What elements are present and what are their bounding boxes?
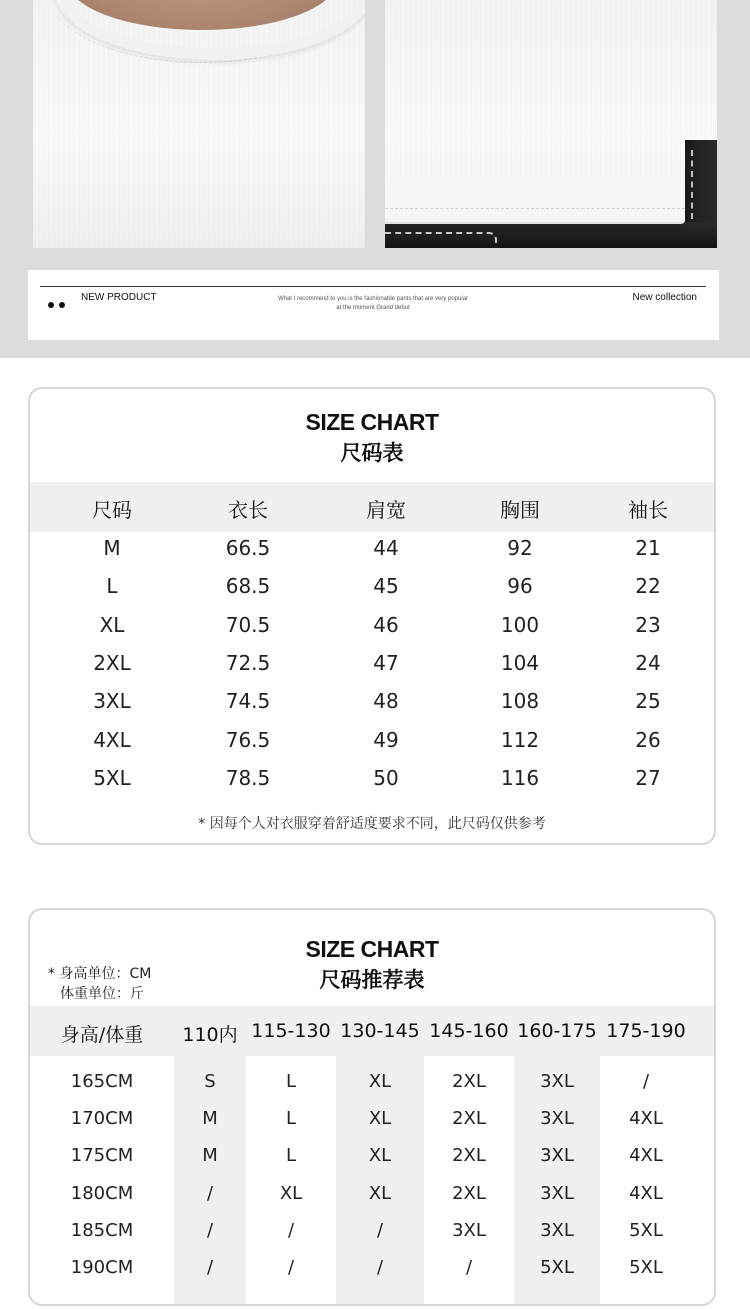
table-cell: / — [287, 1219, 295, 1241]
jeans-stitch — [385, 232, 497, 246]
table-cell: 22 — [635, 574, 661, 599]
table-cell: 2XL — [452, 1145, 486, 1167]
banner-tagline-line1: What I recommend to you is the fashionable pants that are very popular — [277, 296, 469, 302]
table-cell: 96 — [507, 574, 533, 599]
collar-detail-photo — [33, 0, 365, 248]
size-label: L — [106, 574, 118, 599]
table-cell: 2XL — [452, 1108, 486, 1130]
table-cell: 5XL — [629, 1257, 663, 1278]
height-label: 180CM — [70, 1182, 134, 1204]
table-cell: 3XL — [540, 1071, 574, 1092]
table-cell: / — [376, 1219, 384, 1241]
table-cell: 26 — [635, 727, 661, 752]
size-label: XL — [99, 612, 125, 637]
banner-left-label: NEW PRODUCT — [81, 292, 157, 303]
table-cell: L — [285, 1108, 297, 1130]
table-cell: 4XL — [629, 1108, 663, 1130]
table-cell: M — [202, 1108, 218, 1130]
shirt-hem — [385, 180, 685, 224]
table-cell: 68.5 — [225, 574, 271, 599]
table-cell: 108 — [500, 689, 540, 714]
table-cell: 44 — [373, 536, 399, 560]
table-cell: 74.5 — [225, 689, 271, 714]
column-header: 110内 — [182, 1024, 238, 1046]
table-cell: 5XL — [540, 1257, 574, 1278]
table-cell: 45 — [373, 574, 399, 599]
table-cell: L — [285, 1071, 297, 1092]
table-cell: 92 — [507, 536, 533, 560]
table-cell: 25 — [635, 689, 661, 714]
table-cell: / — [206, 1182, 214, 1204]
table-cell: 104 — [500, 650, 540, 675]
table-cell: 4XL — [629, 1145, 663, 1167]
table-cell: 3XL — [452, 1219, 486, 1241]
table-cell: 3XL — [540, 1108, 574, 1130]
size-label: 4XL — [93, 727, 131, 752]
banner-tagline — [243, 295, 503, 313]
new-product-banner — [28, 270, 719, 340]
table-cell: / — [287, 1257, 295, 1278]
table-cell: M — [202, 1145, 218, 1167]
table-cell: 72.5 — [225, 650, 271, 675]
column-header: 尺码 — [92, 498, 132, 522]
table-cell: 23 — [635, 612, 661, 637]
table-cell: 100 — [500, 612, 540, 637]
table-cell: 66.5 — [225, 536, 271, 560]
table-cell: / — [206, 1257, 214, 1278]
banner-right-label: New collection — [632, 292, 697, 303]
table-cell: 48 — [373, 689, 399, 714]
banner-dots-icon — [48, 293, 70, 312]
size-label: M — [103, 536, 121, 560]
height-label: 175CM — [70, 1145, 134, 1167]
table-cell: 78.5 — [225, 765, 271, 790]
table-cell: 112 — [500, 727, 540, 752]
size-chart-title: SIZE CHART — [305, 409, 439, 435]
column-header: 160-175 — [517, 1020, 597, 1042]
table-cell: 2XL — [452, 1182, 486, 1204]
table-cell: 116 — [500, 765, 540, 790]
column-header: 胸围 — [500, 498, 540, 522]
column-header: 130-145 — [340, 1020, 420, 1042]
table-cell: XL — [279, 1182, 303, 1204]
recommend-chart-subtitle: 尺码推荐表 — [319, 968, 425, 992]
size-label: 5XL — [93, 765, 131, 790]
table-cell: / — [642, 1071, 650, 1092]
column-header: 175-190 — [606, 1020, 686, 1042]
size-chart-card — [28, 387, 716, 845]
column-header: 衣长 — [228, 498, 268, 522]
table-cell: XL — [368, 1182, 392, 1204]
size-recommend-card — [28, 908, 716, 1306]
recommend-chart-title: SIZE CHART — [305, 936, 439, 962]
product-photo-band — [0, 0, 750, 358]
table-cell: XL — [368, 1108, 392, 1130]
height-label: 185CM — [70, 1219, 134, 1241]
table-cell: S — [204, 1071, 216, 1092]
table-cell: 3XL — [540, 1182, 574, 1204]
unit-note — [48, 964, 151, 1004]
table-cell: 3XL — [540, 1145, 574, 1167]
table-cell: 76.5 — [225, 727, 271, 752]
height-label: 190CM — [70, 1257, 134, 1278]
height-label: 170CM — [70, 1108, 134, 1130]
table-cell: 50 — [373, 765, 399, 790]
column-header: 肩宽 — [366, 498, 406, 522]
column-header: 袖长 — [628, 498, 668, 522]
table-cell: XL — [368, 1145, 392, 1167]
table-cell: 21 — [635, 536, 661, 560]
table-cell: 49 — [373, 727, 399, 752]
size-chart-note: * 因每个人对衣服穿着舒适度要求不同，此尺码仅供参考 — [198, 816, 546, 832]
table-cell: / — [206, 1219, 214, 1241]
table-cell: L — [285, 1145, 297, 1167]
table-cell: / — [376, 1257, 384, 1278]
banner-divider — [40, 286, 706, 287]
size-chart-subtitle: 尺码表 — [340, 441, 404, 465]
table-cell: 4XL — [629, 1182, 663, 1204]
table-cell: 47 — [373, 650, 399, 675]
table-cell: 3XL — [540, 1219, 574, 1241]
height-label: 165CM — [70, 1071, 134, 1092]
table-cell: 27 — [635, 765, 661, 790]
table-cell: 2XL — [452, 1071, 486, 1092]
hem-stitch — [385, 208, 685, 209]
column-header: 身高/体重 — [60, 1024, 144, 1046]
table-cell: 5XL — [629, 1219, 663, 1241]
size-label: 3XL — [93, 689, 131, 714]
table-cell: 24 — [635, 650, 661, 675]
height-unit-note: * 身高单位：CM — [48, 966, 152, 982]
table-cell: 70.5 — [225, 612, 271, 637]
table-cell: XL — [368, 1071, 392, 1092]
column-header: 145-160 — [429, 1020, 509, 1042]
weight-unit-note: 体重单位：斤 — [60, 986, 144, 1002]
column-header: 115-130 — [251, 1020, 331, 1042]
hem-detail-photo — [385, 0, 717, 248]
size-label: 2XL — [93, 650, 131, 675]
table-cell: / — [465, 1257, 473, 1278]
banner-tagline-line2: at the moment Grand debut — [336, 305, 410, 311]
table-cell: 46 — [373, 612, 399, 637]
